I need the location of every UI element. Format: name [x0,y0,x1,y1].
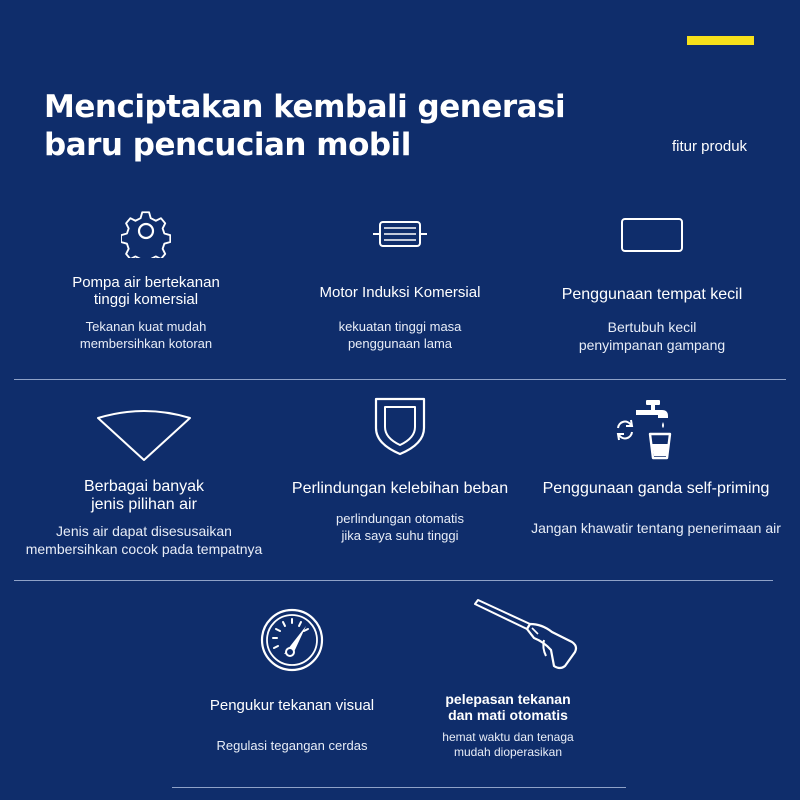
feature-card-motor [294,200,506,370]
feature-description: Regulasi tegangan cerdas [216,738,368,753]
row-divider [14,379,786,380]
feature-title: Motor Induksi Komersial [319,284,481,301]
feature-description: Jangan khawatir tentang penerimaan air [531,520,781,536]
page-title [44,88,564,164]
feature-description: perlindungan otomatis jika saya suhu tinggi [336,511,464,543]
feature-card-overload [280,396,520,566]
bottom-divider [172,787,626,788]
shield-icon [373,396,427,456]
fan-spray-icon [94,408,194,462]
feature-title: Pengukur tekanan visual [209,697,375,714]
feature-title: Penggunaan tempat kecil [561,286,743,303]
feature-card-auto-stop [410,596,606,770]
feature-description: kekuatan tinggi masa penggunaan lama [338,319,462,351]
feature-card-water-types [14,396,274,566]
faucet-cup-icon [614,398,674,460]
feature-title: Penggunaan ganda self-priming [542,480,770,497]
pressure-gauge-icon [260,608,324,672]
feature-description: Bertubuh kecil penyimpanan gampang [578,319,726,353]
section-tag: fitur produk [672,138,748,155]
feature-card-self-priming [526,396,786,566]
spray-gun-icon [472,598,582,672]
gear-icon [121,208,171,258]
row-divider [14,580,773,581]
feature-description: hemat waktu dan tenaga mudah dioperasikan [442,730,574,759]
title-line-2: baru pencucian mobil [44,127,411,163]
feature-title: Pompa air bertekanan tinggi komersial [72,274,220,308]
feature-description: Tekanan kuat mudah membersihkan kotoran [79,319,213,351]
feature-card-compact [546,200,758,370]
feature-card-gauge [180,600,404,770]
yellow-accent-bar [687,36,754,45]
motor-icon [372,218,428,250]
rectangle-icon [619,216,685,254]
feature-description: Jenis air dapat disesusaikan membersihkan cocok pada tempatnya [25,523,263,557]
feature-card-pump [40,200,252,370]
feature-title: Berbagai banyak jenis pilihan air [83,478,205,513]
title-line-1: Menciptakan kembali generasi [44,89,566,125]
feature-title: Perlindungan kelebihan beban [291,480,509,497]
feature-title: pelepasan tekanan dan mati otomatis [445,691,571,723]
